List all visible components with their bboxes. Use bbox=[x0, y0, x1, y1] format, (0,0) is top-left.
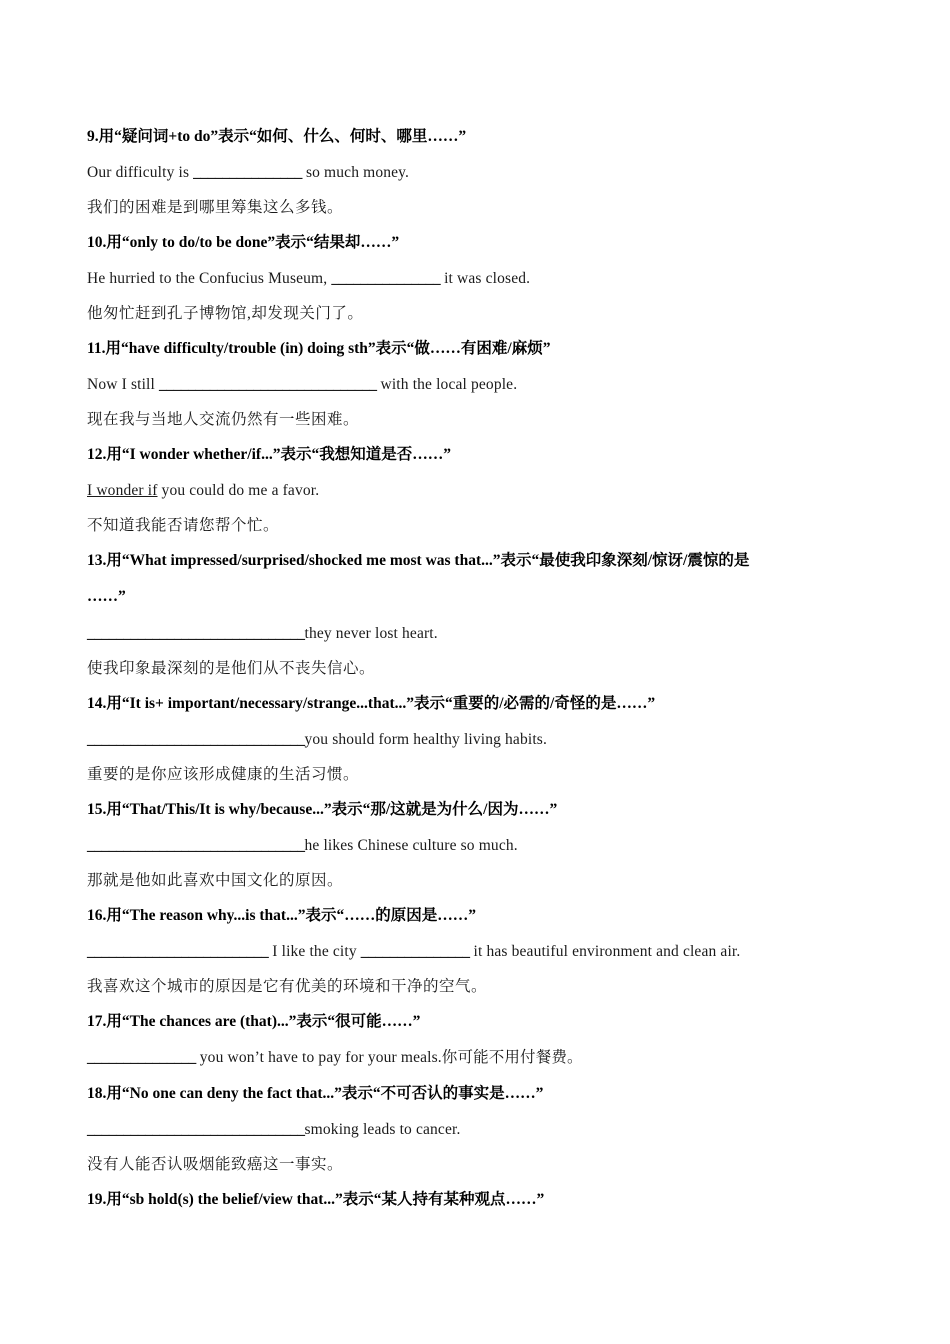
answer-blank[interactable]: ______________________________ bbox=[87, 837, 305, 854]
item-14-translation: 重要的是你应该形成健康的生活习惯。 bbox=[87, 766, 360, 783]
item-12-translation: 不知道我能否请您帮个忙。 bbox=[87, 517, 280, 534]
example-text: Now I still bbox=[87, 376, 159, 393]
item-13-heading: 13.用“What impressed/surprised/shocked me most was that...”表示“最使我印象深刻/惊讶/震惊的是 bbox=[87, 552, 750, 569]
item-11-translation: 现在我与当地人交流仍然有一些困难。 bbox=[87, 411, 360, 428]
item-15-translation: 那就是他如此喜欢中国文化的原因。 bbox=[87, 872, 344, 889]
answer-blank[interactable]: _________________________ bbox=[87, 943, 269, 960]
answer-blank[interactable]: ______________________________ bbox=[87, 731, 305, 748]
example-text: He hurried to the Confucius Museum, bbox=[87, 270, 332, 287]
item-9-translation: 我们的困难是到哪里筹集这么多钱。 bbox=[87, 199, 344, 216]
item-10-heading: 10.用“only to do/to be done”表示“结果却……” bbox=[87, 234, 400, 251]
item-18-heading: 18.用“No one can deny the fact that...”表示“不可否认的事实是……” bbox=[87, 1085, 544, 1102]
example-text: he likes Chinese culture so much. bbox=[304, 837, 518, 854]
item-18-example bbox=[87, 1120, 460, 1140]
example-text: it has beautiful environment and clean air. bbox=[469, 943, 741, 960]
example-text: so much money. bbox=[301, 164, 410, 181]
example-text: Our difficulty is bbox=[87, 164, 194, 181]
example-text: smoking leads to cancer. bbox=[304, 1121, 461, 1138]
item-11-heading: 11.用“have difficulty/trouble (in) doing sth”表示“做……有困难/麻烦” bbox=[87, 340, 551, 357]
item-17-example bbox=[87, 1048, 583, 1068]
example-text: you could do me a favor. bbox=[157, 482, 320, 499]
answer-blank[interactable]: ______________________________ bbox=[158, 376, 377, 393]
item-9-example bbox=[87, 163, 409, 183]
item-9-heading: 9.用“疑问词+to do”表示“如何、什么、何时、哪里……” bbox=[87, 128, 467, 145]
answer-blank[interactable]: _______________ bbox=[87, 1049, 196, 1066]
item-19-heading: 19.用“sb hold(s) the belief/view that...”表示“某人持有某种观点……” bbox=[87, 1191, 545, 1208]
item-18-translation: 没有人能否认吸烟能致癌这一事实。 bbox=[87, 1156, 344, 1173]
item-14-heading: 14.用“It is+ important/necessary/strange...that...”表示“重要的/必需的/奇怪的是……” bbox=[87, 695, 656, 712]
example-text: you won’t have to pay for your meals.你可能不用付餐费。 bbox=[195, 1049, 583, 1066]
answer-blank[interactable]: _______________ bbox=[360, 943, 470, 960]
item-15-heading: 15.用“That/This/It is why/because...”表示“那/这就是为什么/因为……” bbox=[87, 801, 558, 818]
example-text: I like the city bbox=[268, 943, 361, 960]
item-16-translation: 我喜欢这个城市的原因是它有优美的环境和干净的空气。 bbox=[87, 978, 488, 995]
example-text: with the local people. bbox=[376, 376, 518, 393]
item-15-example bbox=[87, 836, 518, 856]
item-17-heading: 17.用“The chances are (that)...”表示“很可能……” bbox=[87, 1013, 421, 1030]
item-10-translation: 他匆忙赶到孔子博物馆,却发现关门了。 bbox=[87, 305, 364, 322]
item-12-example bbox=[87, 481, 319, 501]
item-10-example bbox=[87, 269, 530, 289]
item-16-heading: 16.用“The reason why...is that...”表示“……的原因是……” bbox=[87, 907, 476, 924]
item-12-heading: 12.用“I wonder whether/if...”表示“我想知道是否……” bbox=[87, 446, 451, 463]
answer-blank[interactable]: ______________________________ bbox=[87, 1121, 305, 1138]
answer-blank[interactable]: _______________ bbox=[193, 164, 302, 181]
answer-blank[interactable]: ______________________________ bbox=[87, 625, 305, 642]
item-13-translation: 使我印象最深刻的是他们从不丧失信心。 bbox=[87, 660, 376, 677]
item-13-heading-continued: ……” bbox=[87, 588, 126, 605]
underlined-phrase: I wonder if bbox=[87, 482, 158, 499]
item-11-example bbox=[87, 375, 517, 395]
item-14-example bbox=[87, 730, 547, 750]
answer-blank[interactable]: _______________ bbox=[331, 270, 441, 287]
item-13-example bbox=[87, 624, 438, 644]
example-text: they never lost heart. bbox=[304, 625, 438, 642]
example-text: it was closed. bbox=[440, 270, 531, 287]
example-text: you should form healthy living habits. bbox=[304, 731, 547, 748]
item-16-example bbox=[87, 942, 740, 962]
